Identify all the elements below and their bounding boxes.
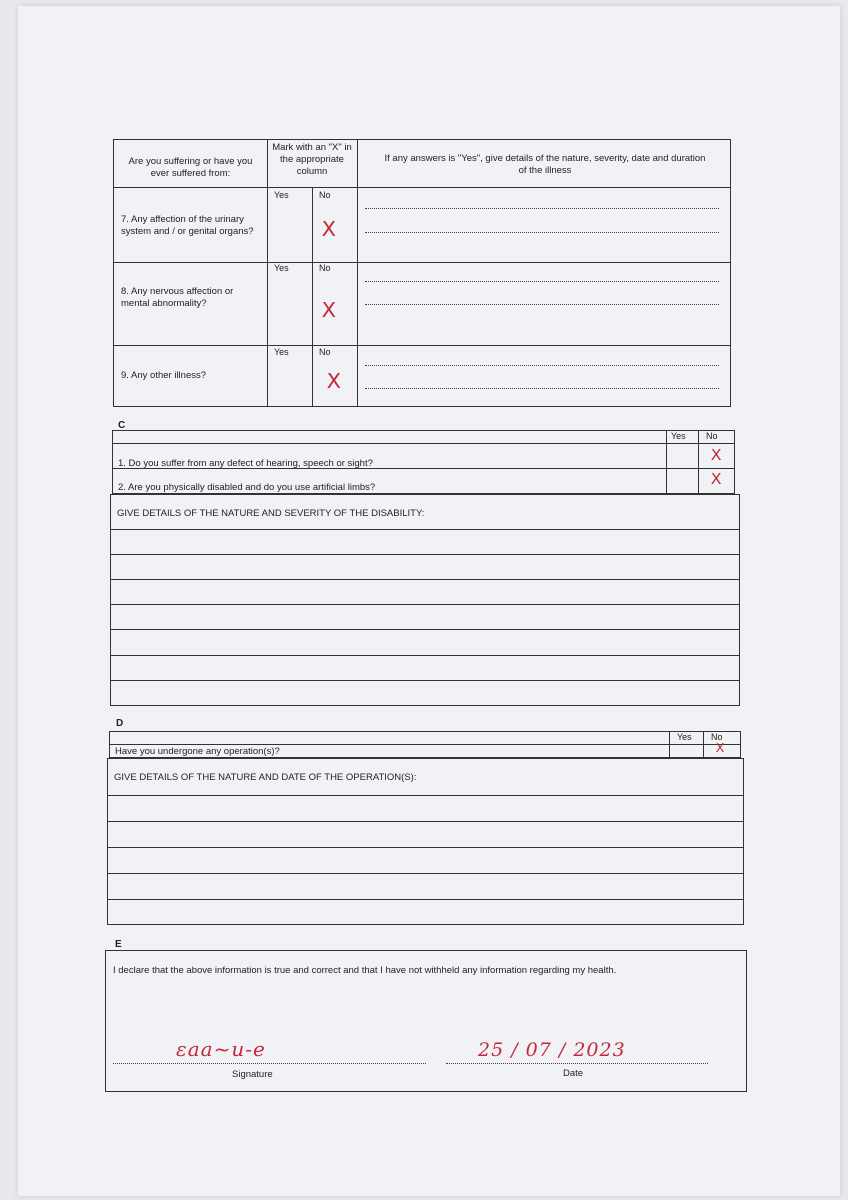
- header-question: Are you suffering or have you ever suffered from:: [128, 156, 253, 179]
- section-c-no-label: No: [706, 431, 718, 441]
- operation-question: Have you undergone any operation(s)?: [115, 746, 280, 757]
- row9-detail-line-2[interactable]: [365, 388, 719, 389]
- operation-no-mark[interactable]: X: [715, 741, 725, 755]
- row9-no-label: No: [319, 347, 331, 357]
- date-value[interactable]: 25 / 07 / 2023: [478, 1039, 626, 1061]
- section-c-q2-no-mark[interactable]: X: [710, 470, 722, 488]
- signature-scrawl: ɛaa~u-e: [176, 1037, 266, 1061]
- row8-detail-line-1[interactable]: [365, 281, 719, 282]
- section-c-label: C: [118, 420, 126, 431]
- section-c-question-1: 1. Do you suffer from any defect of hearing, speech or sight?: [118, 458, 373, 469]
- disability-details-box: [110, 494, 740, 706]
- operation-line-1[interactable]: [107, 795, 744, 796]
- row7-no-label: No: [319, 190, 331, 200]
- section-d-yes-label: Yes: [677, 732, 692, 742]
- date-label: Date: [563, 1068, 584, 1079]
- row9-detail-line-1[interactable]: [365, 365, 719, 366]
- section-d-no-label: No: [711, 732, 723, 742]
- operation-line-4[interactable]: [107, 873, 744, 874]
- row8-no-mark[interactable]: X: [321, 298, 337, 322]
- row8-no-label: No: [319, 263, 331, 273]
- operation-line-5[interactable]: [107, 899, 744, 900]
- row7-no-mark[interactable]: X: [321, 217, 337, 241]
- row9-question: 9. Any other illness?: [121, 370, 207, 381]
- section-c-question-2: 2. Are you physically disabled and do you use artificial limbs?: [118, 482, 376, 493]
- row8-detail-line-2[interactable]: [365, 304, 719, 305]
- date-line[interactable]: [446, 1063, 708, 1064]
- declaration-text: I declare that the above information is true and correct and that I have not withheld any information regarding my health.: [113, 965, 617, 976]
- operation-line-3[interactable]: [107, 847, 744, 848]
- row7-detail-line-2[interactable]: [365, 232, 719, 233]
- row7-question: 7. Any affection of the urinary system and / or genital organs?: [121, 214, 254, 237]
- disability-line-2[interactable]: [110, 554, 740, 555]
- section-c-q1-no-mark[interactable]: X: [710, 446, 722, 464]
- section-e-label: E: [115, 939, 122, 950]
- disability-line-5[interactable]: [110, 629, 740, 630]
- row8-yes-label: Yes: [274, 263, 289, 273]
- operation-line-2[interactable]: [107, 821, 744, 822]
- row7-detail-line-1[interactable]: [365, 208, 719, 209]
- signature-line[interactable]: [113, 1063, 426, 1064]
- disability-line-1[interactable]: [110, 529, 740, 530]
- header-details: If any answers is "Yes", give details of the nature, severity, date and duration of the illness: [384, 153, 706, 176]
- disability-details-label: GIVE DETAILS OF THE NATURE AND SEVERITY OF THE DISABILITY:: [117, 508, 425, 519]
- header-mark-instruction: Mark with an "X" in the appropriate column: [272, 142, 352, 177]
- section-d-label: D: [116, 718, 124, 729]
- disability-line-3[interactable]: [110, 579, 740, 580]
- row8-question: 8. Any nervous affection or mental abnormality?: [121, 286, 234, 309]
- section-c-yes-label: Yes: [671, 431, 686, 441]
- row7-yes-label: Yes: [274, 190, 289, 200]
- disability-line-4[interactable]: [110, 604, 740, 605]
- disability-line-6[interactable]: [110, 655, 740, 656]
- row9-no-mark[interactable]: X: [326, 369, 342, 393]
- operation-details-label: GIVE DETAILS OF THE NATURE AND DATE OF THE OPERATION(S):: [114, 772, 417, 783]
- disability-line-7[interactable]: [110, 680, 740, 681]
- signature-label: Signature: [232, 1069, 273, 1080]
- row9-yes-label: Yes: [274, 347, 289, 357]
